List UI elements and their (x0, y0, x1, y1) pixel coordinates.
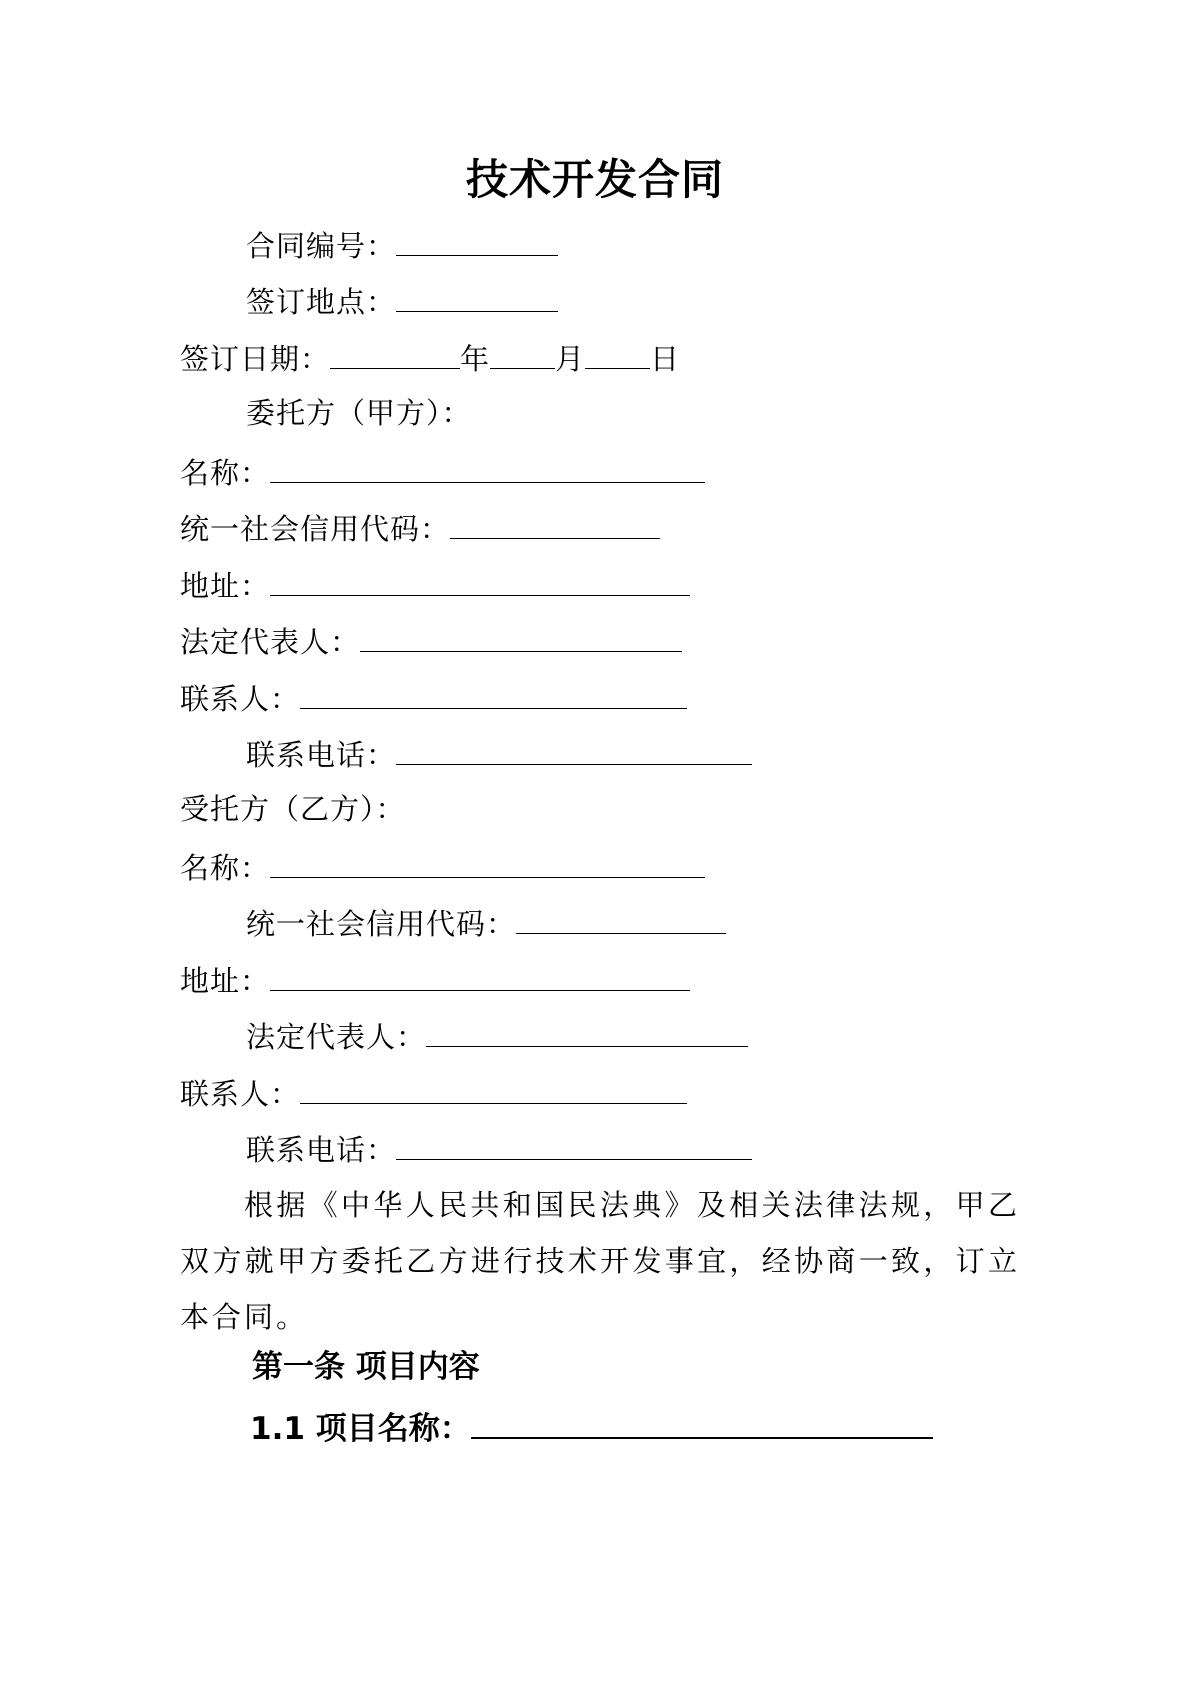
party-a-contact-blank[interactable] (300, 676, 687, 709)
party-a-legal-rep-row (180, 619, 682, 662)
party-b-heading: 受托方（乙方）： (180, 792, 406, 826)
sign-place-label: 签订地点： (246, 285, 397, 319)
project-name-blank[interactable] (471, 1403, 933, 1439)
day-blank[interactable] (585, 336, 650, 369)
party-a-name-blank[interactable] (270, 450, 705, 483)
party-b-name-blank[interactable] (270, 845, 705, 878)
party-a-phone-blank[interactable] (396, 732, 752, 765)
day-label: 日 (650, 342, 681, 376)
sign-date-row (180, 336, 680, 379)
year-blank[interactable] (330, 336, 460, 369)
contract-number-blank[interactable] (396, 223, 558, 256)
party-a-name-label: 名称： (180, 456, 271, 490)
sign-place-blank[interactable] (396, 279, 558, 312)
project-name-row (250, 1403, 933, 1450)
party-a-credit-code-label: 统一社会信用代码： (180, 512, 451, 546)
party-b-credit-code-row (246, 901, 726, 944)
party-b-address-blank[interactable] (270, 958, 690, 991)
party-a-legal-rep-blank[interactable] (360, 619, 682, 652)
document-title: 技术开发合同 (465, 155, 724, 204)
party-a-credit-code-row (180, 506, 660, 549)
preamble-paragraph: 根据《中华人民共和国民法典》及相关法律法规，甲乙双方就甲方委托乙方进行技术开发事宜，经协商一致，订立本合同。 (180, 1188, 1020, 1334)
party-b-credit-code-blank[interactable] (516, 901, 726, 934)
party-b-address-label: 地址： (180, 964, 271, 998)
party-a-credit-code-blank[interactable] (450, 506, 660, 539)
party-b-phone-row (246, 1127, 752, 1170)
party-a-address-label: 地址： (180, 569, 271, 603)
party-b-contact-label: 联系人： (180, 1077, 301, 1111)
party-a-legal-rep-label: 法定代表人： (180, 625, 361, 659)
party-a-address-blank[interactable] (270, 563, 690, 596)
party-b-legal-rep-label: 法定代表人： (246, 1020, 427, 1054)
party-b-name-label: 名称： (180, 851, 271, 885)
contract-number-label: 合同编号： (246, 229, 397, 263)
party-b-address-row (180, 958, 690, 1001)
party-a-name-row (180, 450, 705, 493)
party-a-phone-row (246, 732, 752, 775)
year-label: 年 (460, 342, 491, 376)
party-b-credit-code-label: 统一社会信用代码： (246, 907, 517, 941)
sign-place-row (246, 279, 558, 322)
party-a-contact-label: 联系人： (180, 682, 301, 716)
party-b-contact-row (180, 1071, 687, 1114)
article-1-heading: 第一条 项目内容 (252, 1349, 480, 1385)
party-b-legal-rep-blank[interactable] (426, 1014, 748, 1047)
party-a-address-row (180, 563, 690, 606)
month-label: 月 (555, 342, 586, 376)
contract-number-row (246, 223, 558, 266)
project-name-label: 1.1 项目名称： (250, 1411, 471, 1447)
party-b-contact-blank[interactable] (300, 1071, 687, 1104)
party-a-contact-row (180, 676, 687, 719)
party-b-phone-label: 联系电话： (246, 1133, 397, 1167)
party-a-phone-label: 联系电话： (246, 738, 397, 772)
month-blank[interactable] (490, 336, 555, 369)
party-a-heading: 委托方（甲方）： (246, 396, 472, 430)
sign-date-label: 签订日期： (180, 342, 331, 376)
party-b-name-row (180, 845, 705, 888)
party-b-phone-blank[interactable] (396, 1127, 752, 1160)
party-b-legal-rep-row (246, 1014, 748, 1057)
